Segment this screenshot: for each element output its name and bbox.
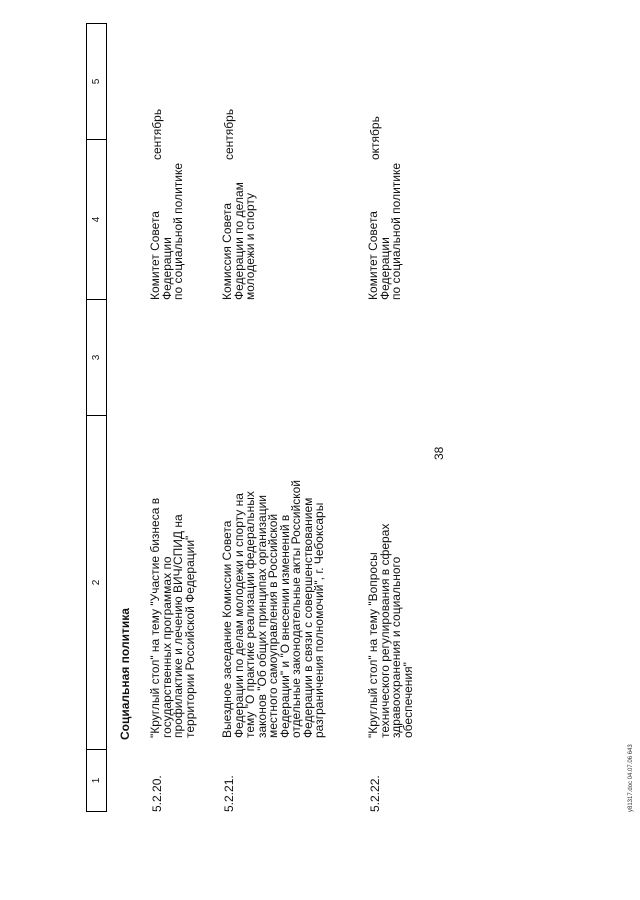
page-number: 38 [432,446,446,460]
responsible-line: Комитет Совета Федерации [366,211,392,300]
responsible-body [222,160,257,300]
responsible-line: по социальной политике [171,162,185,300]
event-line: "Круглый стол" на тему "Участие бизнеса в [148,497,162,738]
event-line: разграничения полномочий", г. Чебоксары [312,502,326,738]
responsible-line: Федерации по делам [231,182,246,300]
column-header-table [86,23,107,812]
column-header-1: 1 [87,750,107,812]
event-line: профилактике и лечению ВИЧ/СПИД на [171,514,185,738]
column-header-4: 4 [87,140,107,300]
event-line: законов "Об общих принципах организации [254,494,269,738]
column-header-row [87,24,107,812]
event-line: Федерации в связи с совершенствованием [300,497,315,738]
event-description [368,408,414,738]
event-line: Выездное заседание Комиссии Совета [220,520,234,738]
responsible-line: молодежи и спорту [243,192,257,300]
event-line: Федерации по делам молодежи и спорту на [231,493,246,738]
row-number: 5.2.20. [150,775,164,812]
event-description [222,408,326,738]
responsible-body [368,160,403,300]
event-line: государственных программах по [159,556,174,738]
section-title: Социальная политика [118,608,132,740]
column-header-5: 5 [87,24,107,140]
event-line: технического регулирования в сферах [377,523,392,738]
event-line: обеспечения" [400,662,415,738]
responsible-line: по социальной политике [389,162,403,300]
responsible-line: Комиссия Совета [220,202,234,300]
event-line: местного самоуправления в Российской [266,513,280,738]
event-description [150,408,196,738]
event-line: тему "О практике реализации федеральных [243,491,257,738]
responsible-line: Комитет Совета Федерации [148,211,174,300]
event-line: "Круглый стол" на тему "Вопросы [366,552,380,738]
column-header-2: 2 [87,416,107,750]
event-line: территории Российской Федерации" [182,535,197,738]
column-header-3: 3 [87,300,107,416]
event-line: здравоохранения и социального [389,556,403,738]
month: октябрь [368,116,382,160]
responsible-body [150,160,185,300]
row-number: 5.2.22. [368,775,382,812]
document-code: у81317.doc 04.07.06 643 [628,744,634,812]
row-number: 5.2.21. [222,775,236,812]
event-line: отдельные законодательные акты Российской [289,480,303,738]
month: сентябрь [222,108,236,160]
month: сентябрь [150,108,164,160]
event-line: Федерации" и "О внесении изменений в [277,514,292,738]
